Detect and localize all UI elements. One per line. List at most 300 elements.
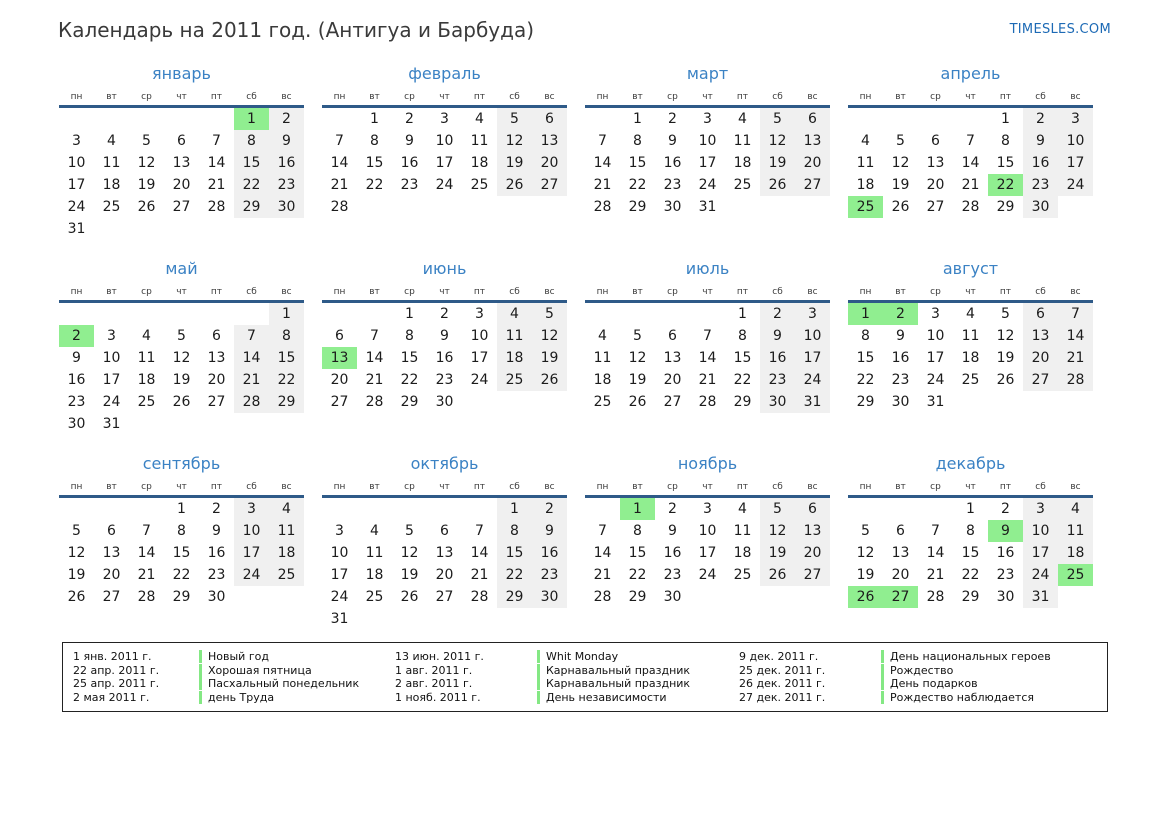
date-cell-april-16: 16	[1023, 152, 1058, 174]
month-table-august	[848, 283, 1093, 413]
date-cell-july-18: 18	[593, 372, 612, 388]
date-cell-december-3: 3	[1023, 497, 1058, 521]
date-cell-september-6: 6	[107, 523, 116, 539]
date-cell-june-6: 6	[335, 328, 344, 344]
date-cell-april-5: 5	[896, 133, 905, 149]
date-cell-october-14: 14	[470, 545, 489, 561]
date-cell-december-12: 12	[856, 545, 875, 561]
date-cell-july-26: 26	[628, 394, 647, 410]
date-cell-november-19: 19	[760, 542, 795, 564]
date-cell-april-13: 13	[926, 155, 945, 171]
date-cell-february-18: 18	[470, 155, 489, 171]
holiday-legend	[62, 642, 1108, 712]
weekday-header-april	[848, 88, 1093, 107]
weekday-label-вт: вт	[369, 481, 380, 492]
week-row	[322, 347, 567, 369]
weekday-label-чт: чт	[176, 286, 187, 297]
weekday-label-пт: пт	[210, 481, 223, 492]
date-cell-january-13: 13	[172, 155, 191, 171]
empty-cell	[129, 302, 164, 326]
date-cell-january-25: 25	[102, 199, 121, 215]
date-cell-september-17: 17	[234, 542, 269, 564]
weekday-label-вс: вс	[281, 481, 292, 492]
date-cell-july-9: 9	[760, 325, 795, 347]
date-cell-august-9: 9	[896, 328, 905, 344]
weekday-label-сб: сб	[509, 286, 520, 297]
weekday-header-november	[585, 478, 830, 497]
empty-cell	[199, 413, 234, 435]
date-cell-june-20: 20	[330, 372, 349, 388]
date-cell-october-20: 20	[435, 567, 454, 583]
date-cell-march-21: 21	[593, 177, 612, 193]
empty-cell	[848, 497, 883, 521]
date-cell-september-30: 30	[207, 589, 226, 605]
week-row	[59, 369, 304, 391]
date-cell-december-10: 10	[1023, 520, 1058, 542]
empty-cell	[690, 586, 725, 608]
weekday-label-пн: пн	[70, 481, 83, 492]
date-cell-august-24: 24	[926, 372, 945, 388]
date-cell-june-8: 8	[405, 328, 414, 344]
date-cell-december-8: 8	[966, 523, 975, 539]
month-december	[847, 454, 1094, 632]
date-cell-september-13: 13	[102, 545, 121, 561]
date-cell-may-20: 20	[207, 372, 226, 388]
empty-cell	[1058, 586, 1093, 608]
weekday-label-вс: вс	[807, 286, 818, 297]
legend-label: Whit Monday	[537, 650, 739, 663]
legend-label: День независимости	[537, 691, 739, 704]
month-days-october	[322, 497, 567, 631]
date-cell-july-13: 13	[663, 350, 682, 366]
date-cell-october-12: 12	[400, 545, 419, 561]
date-cell-march-12: 12	[760, 130, 795, 152]
date-cell-december-21: 21	[926, 567, 945, 583]
date-cell-october-10: 10	[330, 545, 349, 561]
date-cell-february-13: 13	[532, 130, 567, 152]
date-cell-august-8: 8	[861, 328, 870, 344]
weekday-label-сб: сб	[509, 91, 520, 102]
date-cell-september-15: 15	[172, 545, 191, 561]
week-row	[848, 347, 1093, 369]
date-cell-october-5: 5	[405, 523, 414, 539]
date-cell-october-13: 13	[435, 545, 454, 561]
date-cell-may-19: 19	[172, 372, 191, 388]
month-june	[321, 259, 568, 437]
month-title-december: декабрь	[935, 454, 1006, 473]
weekday-label-пт: пт	[999, 91, 1012, 102]
date-cell-february-22: 22	[365, 177, 384, 193]
week-row	[322, 107, 567, 131]
month-table-october	[322, 478, 567, 630]
empty-cell	[532, 608, 567, 630]
empty-cell	[918, 497, 953, 521]
date-cell-march-23: 23	[663, 177, 682, 193]
date-cell-august-21: 21	[1058, 347, 1093, 369]
date-cell-april-4: 4	[861, 133, 870, 149]
month-days-april	[848, 107, 1093, 219]
empty-cell	[392, 608, 427, 630]
week-row	[848, 130, 1093, 152]
date-cell-june-10: 10	[470, 328, 489, 344]
weekday-label-сб: сб	[772, 91, 783, 102]
date-cell-may-22: 22	[269, 369, 304, 391]
week-row	[322, 586, 567, 608]
empty-cell	[164, 218, 199, 240]
date-cell-september-20: 20	[102, 567, 121, 583]
date-cell-march-6: 6	[795, 107, 830, 131]
empty-cell	[269, 586, 304, 608]
month-title-september: сентябрь	[142, 454, 221, 473]
week-row	[848, 391, 1093, 413]
month-table-april	[848, 88, 1093, 218]
date-cell-november-20: 20	[795, 542, 830, 564]
legend-date: 25 апр. 2011 г.	[73, 677, 160, 691]
empty-cell	[725, 586, 760, 608]
date-cell-july-5: 5	[633, 328, 642, 344]
date-cell-december-31: 31	[1023, 586, 1058, 608]
date-cell-february-25: 25	[470, 177, 489, 193]
date-cell-july-3: 3	[795, 302, 830, 326]
weekday-header-march	[585, 88, 830, 107]
week-row	[322, 564, 567, 586]
date-cell-may-14: 14	[234, 347, 269, 369]
date-cell-january-31: 31	[67, 221, 86, 237]
weekday-label-сб: сб	[1035, 286, 1046, 297]
date-cell-july-19: 19	[628, 372, 647, 388]
date-cell-june-27: 27	[330, 394, 349, 410]
date-cell-may-4: 4	[142, 328, 151, 344]
weekday-label-вс: вс	[544, 286, 555, 297]
empty-cell	[234, 586, 269, 608]
date-cell-july-14: 14	[698, 350, 717, 366]
date-cell-april-20: 20	[926, 177, 945, 193]
week-row	[59, 174, 304, 196]
date-cell-august-19: 19	[996, 350, 1015, 366]
date-cell-february-23: 23	[400, 177, 419, 193]
date-cell-february-4: 4	[475, 111, 484, 127]
week-row	[322, 325, 567, 347]
date-cell-november-24: 24	[698, 567, 717, 583]
date-cell-may-6: 6	[212, 328, 221, 344]
date-cell-october-25: 25	[365, 589, 384, 605]
empty-cell	[1023, 391, 1058, 413]
date-cell-march-28: 28	[593, 199, 612, 215]
date-cell-october-2: 2	[532, 497, 567, 521]
date-cell-november-5: 5	[760, 497, 795, 521]
month-february	[321, 64, 568, 242]
weekday-label-вс: вс	[807, 91, 818, 102]
weekday-row	[322, 478, 567, 497]
date-cell-june-26: 26	[532, 369, 567, 391]
legend-date: 26 дек. 2011 г.	[739, 677, 826, 691]
date-cell-november-1: 1	[620, 497, 655, 521]
date-cell-january-21: 21	[207, 177, 226, 193]
week-row	[585, 564, 830, 586]
date-cell-february-7: 7	[335, 133, 344, 149]
empty-cell	[357, 497, 392, 521]
date-cell-december-23: 23	[996, 567, 1015, 583]
week-row	[585, 391, 830, 413]
week-row	[59, 130, 304, 152]
empty-cell	[199, 107, 234, 131]
month-september	[58, 454, 305, 632]
week-row	[585, 130, 830, 152]
date-cell-august-14: 14	[1058, 325, 1093, 347]
week-row	[322, 152, 567, 174]
date-cell-march-31: 31	[698, 199, 717, 215]
date-cell-december-14: 14	[926, 545, 945, 561]
date-cell-december-20: 20	[891, 567, 910, 583]
date-cell-june-17: 17	[470, 350, 489, 366]
week-row	[59, 564, 304, 586]
date-cell-august-1: 1	[848, 302, 883, 326]
empty-cell	[164, 107, 199, 131]
empty-cell	[462, 196, 497, 218]
date-cell-april-21: 21	[961, 177, 980, 193]
weekday-label-пт: пт	[210, 91, 223, 102]
weekday-label-пт: пт	[736, 91, 749, 102]
date-cell-april-19: 19	[891, 177, 910, 193]
header	[0, 0, 1169, 42]
date-cell-december-24: 24	[1023, 564, 1058, 586]
empty-cell	[620, 302, 655, 326]
date-cell-april-23: 23	[1023, 174, 1058, 196]
weekday-label-сб: сб	[772, 481, 783, 492]
date-cell-january-23: 23	[269, 174, 304, 196]
date-cell-october-22: 22	[497, 564, 532, 586]
date-cell-june-5: 5	[532, 302, 567, 326]
date-cell-october-16: 16	[532, 542, 567, 564]
date-cell-march-22: 22	[628, 177, 647, 193]
date-cell-november-3: 3	[703, 501, 712, 517]
empty-cell	[462, 497, 497, 521]
date-cell-december-16: 16	[996, 545, 1015, 561]
date-cell-june-9: 9	[440, 328, 449, 344]
date-cell-may-2: 2	[59, 325, 94, 347]
date-cell-august-7: 7	[1058, 302, 1093, 326]
date-cell-august-31: 31	[926, 394, 945, 410]
date-cell-july-16: 16	[760, 347, 795, 369]
date-cell-july-8: 8	[738, 328, 747, 344]
empty-cell	[532, 196, 567, 218]
empty-cell	[532, 391, 567, 413]
date-cell-july-29: 29	[733, 394, 752, 410]
date-cell-september-25: 25	[269, 564, 304, 586]
week-row	[848, 520, 1093, 542]
date-cell-february-19: 19	[497, 152, 532, 174]
month-january	[58, 64, 305, 242]
date-cell-march-15: 15	[628, 155, 647, 171]
date-cell-october-28: 28	[470, 589, 489, 605]
date-cell-june-18: 18	[497, 347, 532, 369]
week-row	[585, 302, 830, 326]
date-cell-june-25: 25	[497, 369, 532, 391]
date-cell-september-3: 3	[234, 497, 269, 521]
weekday-label-пн: пн	[859, 91, 872, 102]
month-days-september	[59, 497, 304, 609]
weekday-label-вт: вт	[106, 91, 117, 102]
date-cell-may-29: 29	[269, 391, 304, 413]
weekday-label-пт: пт	[999, 481, 1012, 492]
date-cell-december-4: 4	[1058, 497, 1093, 521]
date-cell-september-12: 12	[67, 545, 86, 561]
empty-cell	[322, 302, 357, 326]
week-row	[848, 302, 1093, 326]
date-cell-december-29: 29	[961, 589, 980, 605]
date-cell-february-26: 26	[497, 174, 532, 196]
date-cell-january-10: 10	[67, 155, 86, 171]
date-cell-may-13: 13	[207, 350, 226, 366]
date-cell-june-13: 13	[322, 347, 357, 369]
date-cell-february-12: 12	[497, 130, 532, 152]
date-cell-february-27: 27	[532, 174, 567, 196]
date-cell-october-4: 4	[370, 523, 379, 539]
empty-cell	[392, 497, 427, 521]
month-may	[58, 259, 305, 437]
date-cell-february-6: 6	[532, 107, 567, 131]
date-cell-april-7: 7	[966, 133, 975, 149]
date-cell-october-27: 27	[435, 589, 454, 605]
date-cell-november-9: 9	[668, 523, 677, 539]
date-cell-april-25: 25	[848, 196, 883, 218]
month-days-february	[322, 107, 567, 219]
week-row	[585, 152, 830, 174]
date-cell-may-10: 10	[102, 350, 121, 366]
date-cell-november-6: 6	[795, 497, 830, 521]
empty-cell	[795, 196, 830, 218]
date-cell-january-19: 19	[137, 177, 156, 193]
date-cell-january-14: 14	[207, 155, 226, 171]
date-cell-march-14: 14	[593, 155, 612, 171]
date-cell-february-10: 10	[435, 133, 454, 149]
date-cell-january-18: 18	[102, 177, 121, 193]
date-cell-august-28: 28	[1058, 369, 1093, 391]
weekday-row	[59, 478, 304, 497]
weekday-label-пн: пн	[333, 481, 346, 492]
empty-cell	[94, 302, 129, 326]
date-cell-august-11: 11	[961, 328, 980, 344]
month-march	[584, 64, 831, 242]
weekday-label-сб: сб	[246, 91, 257, 102]
date-cell-june-7: 7	[370, 328, 379, 344]
date-cell-june-12: 12	[532, 325, 567, 347]
date-cell-march-18: 18	[733, 155, 752, 171]
legend-label: Рождество	[881, 664, 1107, 677]
date-cell-may-23: 23	[67, 394, 86, 410]
date-cell-april-26: 26	[891, 199, 910, 215]
weekday-label-чт: чт	[439, 481, 450, 492]
date-cell-september-2: 2	[212, 501, 221, 517]
week-row	[59, 497, 304, 521]
week-row	[322, 520, 567, 542]
week-row	[322, 302, 567, 326]
date-cell-october-11: 11	[365, 545, 384, 561]
date-cell-march-11: 11	[733, 133, 752, 149]
date-cell-may-1: 1	[269, 302, 304, 326]
weekday-label-ср: ср	[667, 481, 678, 492]
date-cell-march-29: 29	[628, 199, 647, 215]
empty-cell	[725, 196, 760, 218]
date-cell-january-29: 29	[234, 196, 269, 218]
legend-label: Карнавальный праздник	[537, 664, 739, 677]
month-november	[584, 454, 831, 632]
date-cell-june-16: 16	[435, 350, 454, 366]
date-cell-january-22: 22	[234, 174, 269, 196]
date-cell-november-10: 10	[698, 523, 717, 539]
date-cell-october-30: 30	[532, 586, 567, 608]
date-cell-november-28: 28	[593, 589, 612, 605]
week-row	[59, 542, 304, 564]
month-table-june	[322, 283, 567, 413]
date-cell-march-4: 4	[738, 111, 747, 127]
empty-cell	[883, 497, 918, 521]
empty-cell	[918, 107, 953, 131]
weekday-label-вт: вт	[632, 91, 643, 102]
week-row	[322, 369, 567, 391]
week-row	[59, 107, 304, 131]
legend-label: Пасхальный понедельник	[199, 677, 395, 690]
weekday-header-july	[585, 283, 830, 302]
date-cell-may-31: 31	[102, 416, 121, 432]
date-cell-march-3: 3	[703, 111, 712, 127]
date-cell-october-8: 8	[497, 520, 532, 542]
weekday-label-пт: пт	[736, 286, 749, 297]
date-cell-november-29: 29	[628, 589, 647, 605]
weekday-label-пт: пт	[473, 286, 486, 297]
date-cell-june-3: 3	[475, 306, 484, 322]
week-row	[585, 520, 830, 542]
legend-date: 1 нояб. 2011 г.	[395, 690, 481, 704]
legend-date: 1 янв. 2011 г.	[73, 650, 152, 664]
empty-cell	[129, 107, 164, 131]
date-cell-december-25: 25	[1058, 564, 1093, 586]
brand-link[interactable]: TIMESLES.COM	[1009, 22, 1111, 37]
week-row	[59, 218, 304, 240]
weekday-label-чт: чт	[965, 91, 976, 102]
legend-label: Рождество наблюдается	[881, 691, 1107, 704]
weekday-header-june	[322, 283, 567, 302]
empty-cell	[199, 302, 234, 326]
week-row	[322, 391, 567, 413]
date-cell-july-12: 12	[628, 350, 647, 366]
date-cell-september-23: 23	[207, 567, 226, 583]
date-cell-september-11: 11	[269, 520, 304, 542]
date-cell-august-15: 15	[856, 350, 875, 366]
empty-cell	[269, 218, 304, 240]
week-row	[848, 325, 1093, 347]
empty-cell	[59, 497, 94, 521]
legend-label: День подарков	[881, 677, 1107, 690]
weekday-label-пн: пн	[859, 286, 872, 297]
weekday-label-пн: пн	[596, 286, 609, 297]
date-cell-march-1: 1	[633, 111, 642, 127]
date-cell-april-24: 24	[1058, 174, 1093, 196]
legend-label: День национальных героев	[881, 650, 1107, 663]
date-cell-november-18: 18	[733, 545, 752, 561]
date-cell-november-11: 11	[733, 523, 752, 539]
date-cell-february-15: 15	[365, 155, 384, 171]
page-title: Календарь на 2011 год. (Антигуа и Барбуда)	[58, 18, 535, 42]
week-row	[848, 586, 1093, 608]
weekday-label-чт: чт	[965, 481, 976, 492]
weekday-label-пн: пн	[859, 481, 872, 492]
legend-date: 25 дек. 2011 г.	[739, 663, 826, 677]
date-cell-december-17: 17	[1023, 542, 1058, 564]
date-cell-october-26: 26	[400, 589, 419, 605]
week-row	[59, 391, 304, 413]
date-cell-september-24: 24	[234, 564, 269, 586]
